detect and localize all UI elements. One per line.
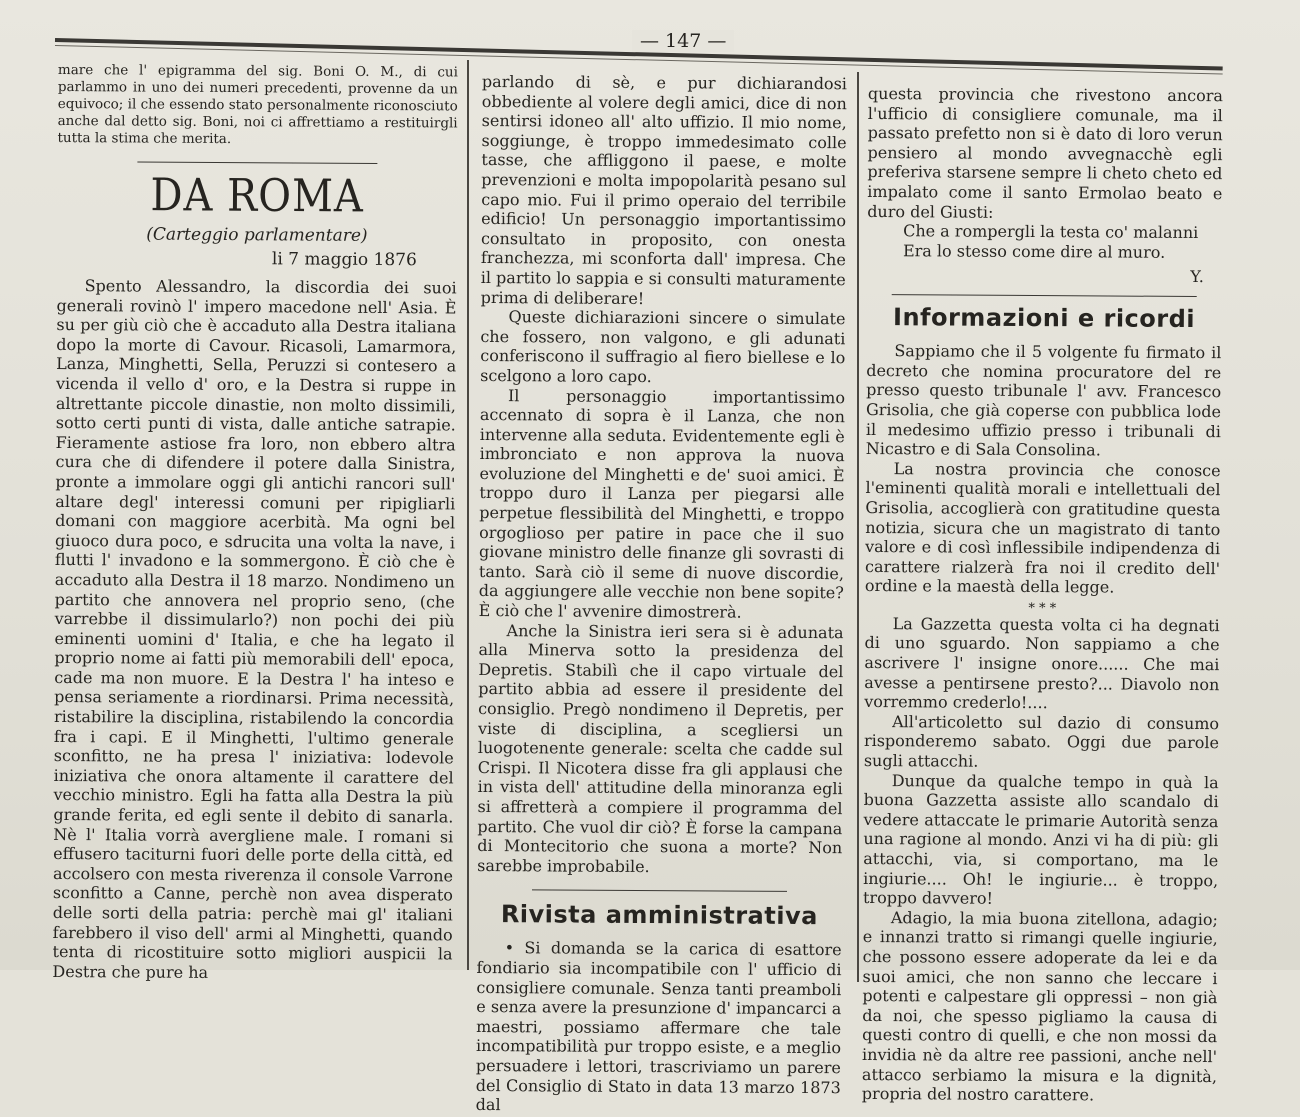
column-divider-right <box>857 72 859 982</box>
column-divider-left <box>467 60 469 970</box>
article-paragraph: La Gazzetta questa volta ci ha degnati di uno sguardo. Non sappiamo a che ascrivere l' insigne onore...... Che mai avesse a pentirsene presto?... Diavolo non vorremmo crederlo!.... <box>864 614 1220 713</box>
article-paragraph: Adagio, la mia buona zitellona, adagio; e innanzi tratto si rimangi quelle ingiurie, che possono essere adoperate da lei e da suoi amici, che non sanno che leccare i potenti e calpestare gli oppressi – non già da noi, che spesso pigliamo la causa di questi contro di quelli, e che non mossi da invidia nè da altre ree passioni, anche nell' attacco serbiamo la misura e la dignità, propria del nostro carattere. <box>861 907 1218 1105</box>
article-date: li 7 maggio 1876 <box>271 249 417 271</box>
separator <box>892 294 1197 297</box>
article-paragraph: All'articoletto sul dazio di consumo risponderemo sabato. Oggi due parole sugli attacchi. <box>863 712 1220 771</box>
column-right <box>861 84 1223 1105</box>
separator <box>137 161 377 163</box>
column-left <box>52 62 458 982</box>
verse-line: Che a rompergli la testa co' malanni <box>903 221 1199 243</box>
article-paragraph: Anche la Sinistra ieri sera si è adunata alla Minerva sotto la presidenza del Depretis. Stabilì che il capo virtuale del partito abbia ad essere il presidente del consiglio. Pregò nondimeno il Depretis, per viste di disciplina, a scegliersi un luogotenente generale: scelta che cadde sul Crispi. Il Nicotera disse fra gli applausi che in vista dell' attitudine della minoranza egli si affretterà a compiere il programma del partito. Che vuol dir ciò? È forse la campana di Montecitorio che suona a morte? Non sarebbe improbabile. <box>477 620 844 876</box>
article-paragraph: parlando di sè, e pur dichiarandosi obbediente al volere degli amici, dice di non sentirsi idoneo all' alto uffizio. Il mio nome, soggiunge, è troppo immedesimato colle tasse, che affliggono il paese, e molte prevenzioni e molta impopolarità pesano sul capo mio. Fui il primo operaio del terribile edificio! Un personaggio importantissimo consultato in proposito, con onesta franchezza, mi sconforta dall' impresa. Che il partito lo sappia e si consulti maturamente prima di deliberare! <box>480 72 847 308</box>
article-paragraph: Spento Alessandro, la discordia dei suoi generali rovinò l' impero macedone nell' Asia. È su per giù ciò che è accaduto alla Destra italiana dopo la morte di Cavour. Ricasoli, Lamarmora, Lanza, Minghetti, Sella, Peruzzi si contesero a vicenda il vello d' oro, e la Destra si ruppe in altrettante piccole dinastie, non molto dissimili, sotto certi punti di vista, dalle antiche satrapie. Fieramente astiose fra loro, non ebbero altra cura che di difendere il potere dalla Sinistra, pronte a immolare oggi gli antichi rancori sull' altare degl' interessi comuni per ripigliarli domani con maggiore acerbità. Ma ogni bel giuoco dura poco, e sdrucita una volta la nave, i flutti l' invadono e la sommergono. È ciò che è accaduto alla Destra il 18 marzo. Nondimeno un partito che annovera nel proprio seno, (che varrebbe il dissimularlo?) non pochi dei più eminenti uomini d' Italia, e che ha legato il proprio nome ai fatti più memorabili dell' epoca, cade ma non muore. E la Destra l' ha inteso e pensa seriamente a riordinarsi. Prima necessità, ristabilire la disciplina, ristabilendo la concordia fra i capi. E il Minghetti, l'ultimo generale sconfitto, ne ha presa l' iniziativa: lodevole iniziativa che onora altamente il carattere del vecchio ministro. Egli ha fatta alla Destra la più grande ferita, ed egli sente il debito di sanarla. Nè l' Italia vorrà avergliene male. I romani si effusero taciturni fuori delle porte della città, ed accolsero con mesta riverenza il console Varrone sconfitto a Canne, perchè non avea disperato delle sorti della patria: perchè mai gl' italiani farebbero il viso dell' armi al Minghetti, quando tenta di ricostituire sotto migliori auspicii la Destra che pure ha <box>52 276 457 982</box>
article-paragraph: La nostra provincia che conosce l'eminenti qualità morali e intellettuali del Grisolia, accoglierà con gratitudine questa notizia, sicura che un magistrato di tanto valore e di così inflessibile indipendenza di carattere rialzerà fra noi il credito dell' ordine e la maestà della legge. <box>864 458 1221 597</box>
intro-paragraph: mare che l' epigramma del sig. Boni O. M., di cui parlammo in uno dei numeri precedenti, provenne da un equivoco; il che essendo stato personalmente riconosciuto anche dal detto sig. Boni, noi ci affrettiamo a restituirgli tutta la stima che merita. <box>57 62 458 148</box>
article-paragraph: Sappiamo che il 5 volgente fu firmato il decreto che nomina procuratore del re presso questo tribunale l' avv. Francesco Grisolia, che già coperse con pubblica lode il medesimo uffizio presso i tribunali di Nicastro e di Sala Consolina. <box>865 341 1222 460</box>
section-title-informazioni: Informazioni e ricordi <box>892 303 1196 334</box>
article-paragraph: Queste dichiarazioni sincere o simulate che fossero, non valgono, e gli adunati conferiscono il suffragio al fiero biellese e lo scelgono a loro capo. <box>480 307 846 386</box>
asterism: * * * <box>1028 600 1057 617</box>
verse-line: Era lo stesso come dire al muro. <box>902 241 1166 262</box>
page-number: — 147 — <box>632 30 734 52</box>
article-paragraph: questa provincia che rivestono ancora l'ufficio di consigliere comunale, ma il passato prefetto non si è dato di loro verun pensiero al mondo avvegnacchè egli preferiva starsene sempre li cheto cheto ed impalato come il santo Ermolao beato e duro del Giusti: <box>867 84 1223 222</box>
article-subtitle: (Carteggio parlamentare) <box>146 224 368 246</box>
article-paragraph: Dunque da qualche tempo in quà la buona Gazzetta assiste allo scandalo di vedere attaccate le primarie Autorità senza una ragione al mondo. Anzi vi ha di più: gli attacchi, via, si comportano, ma le ingiurie.... Oh! le ingiurie... è troppo, troppo davvero! <box>862 770 1219 908</box>
section-title-rivista: Rivista amministrativa <box>500 900 818 931</box>
article-paragraph: • Si domanda se la carica di esattore fondiario sia incompatibile con l' ufficio di consigliere comunale. Senza tanti preamboli e senza avere la presunzione d' impancarci a maestri, possiamo affermare che tale incompatibilità pur troppo esiste, e a meglio persuadere i lettori, trascriviamo un parere del Consiglio di Stato in data 13 marzo 1873 dal <box>475 938 842 1115</box>
headline-da-roma: DA ROMA <box>150 169 365 223</box>
column-middle <box>475 72 847 1115</box>
article-paragraph: Il personaggio importantissimo accennato di sopra è il Lanza, che non intervenne alla seduta. Evidentemente egli è imbronciato e non approva la nuova evoluzione del Minghetti e de' suoi amici. È troppo duro il Lanza per piegarsi alle perpetue flessibilità del Minghetti, e troppo orgoglioso per patire in pace che il suo giovane ministro delle finanze gli sovrasti di tanto. Sarà ciò il seme di nuove discordie, da aggiungere alle vecchie non bene sopite? È ciò che l' avvenire dimostrerà. <box>478 385 846 622</box>
signature: Y. <box>1190 267 1204 287</box>
separator <box>532 890 788 893</box>
